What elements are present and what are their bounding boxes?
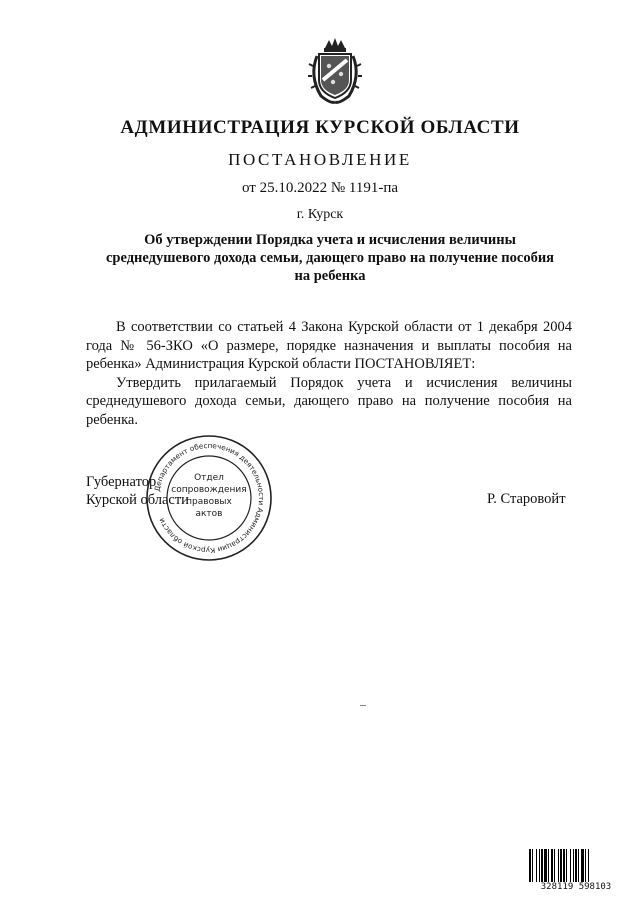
- barcode-bar: [548, 849, 549, 883]
- organization-title: АДМИНИСТРАЦИЯ КУРСКОЙ ОБЛАСТИ: [120, 117, 520, 138]
- barcode-bar: [532, 849, 533, 883]
- barcode-bar: [539, 849, 540, 883]
- document-body: [86, 318, 572, 429]
- official-stamp: [145, 434, 273, 562]
- scan-mark: [360, 705, 366, 706]
- coat-of-arms-icon: [307, 36, 363, 106]
- document-date-number: от 25.10.2022 № 1191-па: [241, 180, 399, 196]
- stamp-text: сопровождения: [171, 485, 247, 495]
- barcode-bar: [560, 849, 562, 883]
- body-paragraph: Утвердить прилагаемый Порядок учета и исчисления величины среднедушевого дохода семьи, дающего право на получение пособия на ребенка.: [86, 374, 572, 428]
- barcode-number: 328119 598103: [528, 882, 624, 893]
- body-paragraph: В соответствии со статьей 4 Закона Курской области от 1 декабря 2004 года № 56-ЗКО «О размере, порядке назначения и выплаты пособия на ребенка» Администрация Курской области ПОСТАНОВЛЯЕТ:: [86, 319, 572, 372]
- document-type: ПОСТАНОВЛЕНИЕ: [228, 150, 412, 169]
- barcode-bar: [566, 849, 567, 883]
- barcode-bar: [578, 849, 579, 883]
- barcode-bar: [573, 849, 574, 883]
- document-subject: Об утверждении Порядка учета и исчисления величины среднедушевого дохода семьи, дающего право на получение пособия на ребенка: [105, 232, 555, 284]
- barcode-bar: [585, 849, 586, 883]
- stamp-outer-text: Департамент обеспечения деятельности Администрации Курской области: [152, 440, 267, 556]
- stamp-text: Отдел: [194, 473, 224, 483]
- document-city: г. Курск: [296, 207, 344, 222]
- barcode-bar: [575, 849, 577, 883]
- barcode-bar: [551, 849, 553, 883]
- barcode-bar: [529, 849, 531, 883]
- barcode-bar: [544, 849, 547, 883]
- barcode-bar: [554, 849, 555, 883]
- barcode-bar: [536, 849, 537, 883]
- barcode-bar: [581, 849, 584, 883]
- signatory-name: Р. Старовойт: [487, 491, 566, 507]
- barcode-bar: [563, 849, 565, 883]
- stamp-text: актов: [195, 509, 223, 519]
- barcode-bar: [541, 849, 543, 883]
- signatory-title-line: Курской области: [86, 492, 189, 508]
- signatory-title-line: Губернатор: [86, 474, 157, 490]
- barcode-bar: [588, 849, 589, 883]
- barcode-bar: [558, 849, 559, 883]
- barcode-bar: [570, 849, 571, 883]
- stamp-text: правовых: [186, 497, 232, 507]
